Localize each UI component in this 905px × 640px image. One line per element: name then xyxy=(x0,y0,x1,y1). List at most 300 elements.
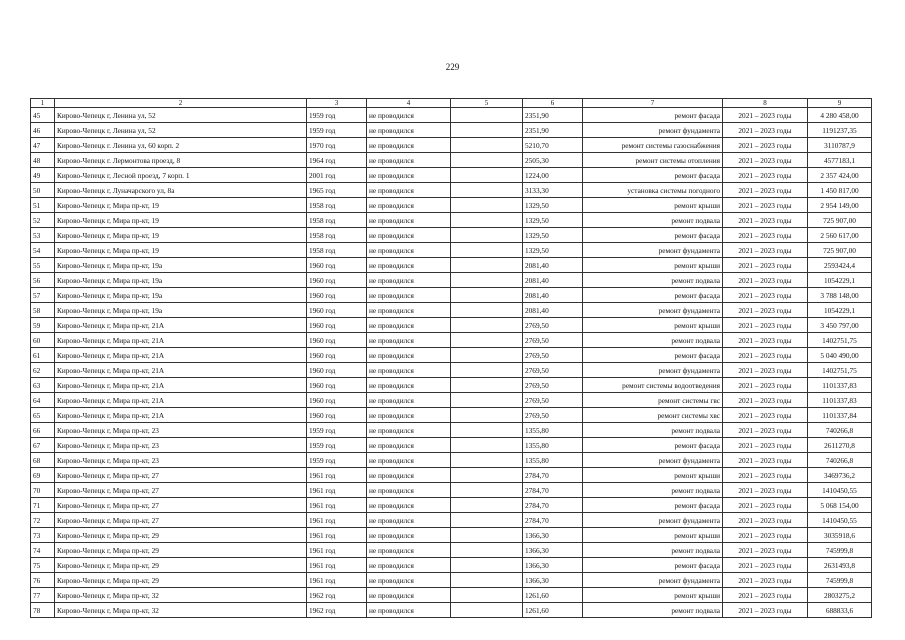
area-cell: 1366,30 xyxy=(523,558,583,573)
table-row xyxy=(31,138,872,153)
area-cell: 2505,30 xyxy=(523,153,583,168)
build-year-cell: 1959 год xyxy=(307,438,367,453)
address-cell: Кирово-Чепецк г. Ленина ул, 60 корп. 2 xyxy=(55,138,307,153)
row-number: 69 xyxy=(31,468,55,483)
period-cell: 2021 – 2023 годы xyxy=(723,603,808,618)
empty-cell xyxy=(451,588,523,603)
address-cell: Кирово-Чепецк г, Мира пр-кт, 23 xyxy=(55,438,307,453)
row-number: 75 xyxy=(31,558,55,573)
cost-cell: 745999,8 xyxy=(808,543,872,558)
cost-cell: 740266,8 xyxy=(808,453,872,468)
empty-cell xyxy=(451,498,523,513)
row-number: 50 xyxy=(31,183,55,198)
build-year-cell: 1960 год xyxy=(307,333,367,348)
cost-cell: 1191237,35 xyxy=(808,123,872,138)
last-repair-cell: не проводился xyxy=(367,243,451,258)
empty-cell xyxy=(451,228,523,243)
row-number: 71 xyxy=(31,498,55,513)
address-cell: Кирово-Чепецк г, Мира пр-кт, 19а xyxy=(55,288,307,303)
row-number: 46 xyxy=(31,123,55,138)
table-row xyxy=(31,348,872,363)
table-row xyxy=(31,558,872,573)
cost-cell: 1402751,75 xyxy=(808,333,872,348)
last-repair-cell: не проводился xyxy=(367,603,451,618)
last-repair-cell: не проводился xyxy=(367,318,451,333)
work-type-cell: ремонт крыши xyxy=(583,318,723,333)
last-repair-cell: не проводился xyxy=(367,348,451,363)
period-cell: 2021 – 2023 годы xyxy=(723,228,808,243)
period-cell: 2021 – 2023 годы xyxy=(723,138,808,153)
build-year-cell: 1965 год xyxy=(307,183,367,198)
build-year-cell: 1961 год xyxy=(307,468,367,483)
address-cell: Кирово-Чепецк г, Мира пр-кт, 19 xyxy=(55,213,307,228)
empty-cell xyxy=(451,288,523,303)
address-cell: Кирово-Чепецк г, Мира пр-кт, 21А xyxy=(55,333,307,348)
row-number: 59 xyxy=(31,318,55,333)
work-type-cell: ремонт подвала xyxy=(583,213,723,228)
empty-cell xyxy=(451,393,523,408)
period-cell: 2021 – 2023 годы xyxy=(723,408,808,423)
work-type-cell: ремонт системы отопления xyxy=(583,153,723,168)
area-cell: 2769,50 xyxy=(523,408,583,423)
table-row xyxy=(31,273,872,288)
table-row xyxy=(31,513,872,528)
area-cell: 2769,50 xyxy=(523,348,583,363)
cost-cell: 1101337,83 xyxy=(808,378,872,393)
work-type-cell: ремонт системы гвс xyxy=(583,393,723,408)
work-type-cell: ремонт подвала xyxy=(583,483,723,498)
address-cell: Кирово-Чепецк г, Мира пр-кт, 21А xyxy=(55,408,307,423)
address-cell: Кирово-Чепецк г, Мира пр-кт, 19 xyxy=(55,228,307,243)
cost-cell: 5 040 490,00 xyxy=(808,348,872,363)
last-repair-cell: не проводился xyxy=(367,213,451,228)
period-cell: 2021 – 2023 годы xyxy=(723,333,808,348)
last-repair-cell: не проводился xyxy=(367,438,451,453)
page-number: 229 xyxy=(445,62,460,72)
period-cell: 2021 – 2023 годы xyxy=(723,303,808,318)
row-number: 61 xyxy=(31,348,55,363)
build-year-cell: 1960 год xyxy=(307,318,367,333)
empty-cell xyxy=(451,213,523,228)
column-number: 5 xyxy=(451,99,523,108)
cost-cell: 3035918,6 xyxy=(808,528,872,543)
cost-cell: 1402751,75 xyxy=(808,363,872,378)
row-number: 55 xyxy=(31,258,55,273)
row-number: 52 xyxy=(31,213,55,228)
last-repair-cell: не проводился xyxy=(367,363,451,378)
row-number: 45 xyxy=(31,108,55,123)
area-cell: 2784,70 xyxy=(523,513,583,528)
address-cell: Кирово-Чепецк г, Мира пр-кт, 32 xyxy=(55,588,307,603)
row-number: 47 xyxy=(31,138,55,153)
work-type-cell: ремонт фасада xyxy=(583,498,723,513)
cost-cell: 1054229,1 xyxy=(808,273,872,288)
build-year-cell: 1960 год xyxy=(307,258,367,273)
build-year-cell: 1959 год xyxy=(307,108,367,123)
work-type-cell: ремонт системы газоснабжения xyxy=(583,138,723,153)
empty-cell xyxy=(451,528,523,543)
cost-cell: 2803275,2 xyxy=(808,588,872,603)
row-number: 68 xyxy=(31,453,55,468)
table-row xyxy=(31,258,872,273)
build-year-cell: 1961 год xyxy=(307,558,367,573)
empty-cell xyxy=(451,138,523,153)
empty-cell xyxy=(451,468,523,483)
row-number: 53 xyxy=(31,228,55,243)
period-cell: 2021 – 2023 годы xyxy=(723,483,808,498)
area-cell: 1355,80 xyxy=(523,423,583,438)
cost-cell: 5 068 154,00 xyxy=(808,498,872,513)
row-number: 49 xyxy=(31,168,55,183)
last-repair-cell: не проводился xyxy=(367,333,451,348)
area-cell: 5210,70 xyxy=(523,138,583,153)
work-type-cell: ремонт фасада xyxy=(583,438,723,453)
table-row xyxy=(31,333,872,348)
cost-cell: 1054229,1 xyxy=(808,303,872,318)
column-number: 7 xyxy=(583,99,723,108)
column-number: 1 xyxy=(31,99,55,108)
build-year-cell: 1960 год xyxy=(307,378,367,393)
empty-cell xyxy=(451,453,523,468)
row-number: 66 xyxy=(31,423,55,438)
build-year-cell: 1960 год xyxy=(307,288,367,303)
build-year-cell: 1960 год xyxy=(307,303,367,318)
table-row xyxy=(31,168,872,183)
work-type-cell: ремонт системы водоотведения xyxy=(583,378,723,393)
period-cell: 2021 – 2023 годы xyxy=(723,558,808,573)
build-year-cell: 1961 год xyxy=(307,498,367,513)
last-repair-cell: не проводился xyxy=(367,543,451,558)
empty-cell xyxy=(451,303,523,318)
work-type-cell: ремонт крыши xyxy=(583,588,723,603)
last-repair-cell: не проводился xyxy=(367,468,451,483)
last-repair-cell: не проводился xyxy=(367,288,451,303)
work-type-cell: ремонт фундамента xyxy=(583,123,723,138)
empty-cell xyxy=(451,123,523,138)
work-type-cell: ремонт фундамента xyxy=(583,303,723,318)
period-cell: 2021 – 2023 годы xyxy=(723,393,808,408)
address-cell: Кирово-Чепецк г, Мира пр-кт, 21А xyxy=(55,348,307,363)
address-cell: Кирово-Чепецк г. Лермонтова проезд, 8 xyxy=(55,153,307,168)
cost-cell: 725 907,00 xyxy=(808,213,872,228)
row-number: 60 xyxy=(31,333,55,348)
table-row xyxy=(31,393,872,408)
table-row xyxy=(31,438,872,453)
period-cell: 2021 – 2023 годы xyxy=(723,513,808,528)
cost-cell: 1101337,83 xyxy=(808,393,872,408)
build-year-cell: 1958 год xyxy=(307,243,367,258)
table-row xyxy=(31,498,872,513)
address-cell: Кирово-Чепецк г, Мира пр-кт, 19 xyxy=(55,198,307,213)
address-cell: Кирово-Чепецк г, Мира пр-кт, 27 xyxy=(55,468,307,483)
table-row xyxy=(31,363,872,378)
row-number: 67 xyxy=(31,438,55,453)
cost-cell: 1 450 817,00 xyxy=(808,183,872,198)
table-row xyxy=(31,243,872,258)
empty-cell xyxy=(451,168,523,183)
row-number: 72 xyxy=(31,513,55,528)
last-repair-cell: не проводился xyxy=(367,453,451,468)
cost-cell: 4577183,1 xyxy=(808,153,872,168)
empty-cell xyxy=(451,318,523,333)
period-cell: 2021 – 2023 годы xyxy=(723,378,808,393)
table-row xyxy=(31,543,872,558)
area-cell: 1329,50 xyxy=(523,198,583,213)
table-row xyxy=(31,288,872,303)
work-type-cell: ремонт фасада xyxy=(583,168,723,183)
area-cell: 2769,50 xyxy=(523,333,583,348)
period-cell: 2021 – 2023 годы xyxy=(723,288,808,303)
area-cell: 2769,50 xyxy=(523,363,583,378)
work-type-cell: ремонт крыши xyxy=(583,468,723,483)
period-cell: 2021 – 2023 годы xyxy=(723,498,808,513)
cost-cell: 1410450,55 xyxy=(808,483,872,498)
empty-cell xyxy=(451,198,523,213)
empty-cell xyxy=(451,378,523,393)
empty-cell xyxy=(451,258,523,273)
cost-cell: 1101337,84 xyxy=(808,408,872,423)
last-repair-cell: не проводился xyxy=(367,123,451,138)
area-cell: 1329,50 xyxy=(523,228,583,243)
area-cell: 1366,30 xyxy=(523,528,583,543)
build-year-cell: 1960 год xyxy=(307,408,367,423)
build-year-cell: 1960 год xyxy=(307,273,367,288)
column-number: 4 xyxy=(367,99,451,108)
cost-cell: 740266,8 xyxy=(808,423,872,438)
period-cell: 2021 – 2023 годы xyxy=(723,153,808,168)
area-cell: 2081,40 xyxy=(523,288,583,303)
build-year-cell: 1964 год xyxy=(307,153,367,168)
area-cell: 1261,60 xyxy=(523,588,583,603)
column-number: 9 xyxy=(808,99,872,108)
empty-cell xyxy=(451,408,523,423)
row-number: 77 xyxy=(31,588,55,603)
area-cell: 1329,50 xyxy=(523,243,583,258)
address-cell: Кирово-Чепецк г, Мира пр-кт, 23 xyxy=(55,453,307,468)
period-cell: 2021 – 2023 годы xyxy=(723,183,808,198)
table-row xyxy=(31,453,872,468)
cost-cell: 3469736,2 xyxy=(808,468,872,483)
period-cell: 2021 – 2023 годы xyxy=(723,528,808,543)
address-cell: Кирово-Чепецк г, Мира пр-кт, 21А xyxy=(55,363,307,378)
last-repair-cell: не проводился xyxy=(367,528,451,543)
period-cell: 2021 – 2023 годы xyxy=(723,213,808,228)
row-number: 73 xyxy=(31,528,55,543)
work-type-cell: ремонт фасада xyxy=(583,108,723,123)
row-number: 56 xyxy=(31,273,55,288)
empty-cell xyxy=(451,348,523,363)
build-year-cell: 1962 год xyxy=(307,603,367,618)
build-year-cell: 1961 год xyxy=(307,513,367,528)
row-number: 76 xyxy=(31,573,55,588)
empty-cell xyxy=(451,108,523,123)
work-type-cell: ремонт фасада xyxy=(583,288,723,303)
row-number: 70 xyxy=(31,483,55,498)
address-cell: Кирово-Чепецк г, Мира пр-кт, 19а xyxy=(55,303,307,318)
period-cell: 2021 – 2023 годы xyxy=(723,573,808,588)
empty-cell xyxy=(451,573,523,588)
period-cell: 2021 – 2023 годы xyxy=(723,273,808,288)
cost-cell: 3 788 148,00 xyxy=(808,288,872,303)
work-type-cell: ремонт фундамента xyxy=(583,363,723,378)
address-cell: Кирово-Чепецк г, Мира пр-кт, 29 xyxy=(55,558,307,573)
address-cell: Кирово-Чепецк г, Лесной проезд, 7 корп. 1 xyxy=(55,168,307,183)
area-cell: 2769,50 xyxy=(523,393,583,408)
row-number: 57 xyxy=(31,288,55,303)
build-year-cell: 1960 год xyxy=(307,348,367,363)
last-repair-cell: не проводился xyxy=(367,498,451,513)
period-cell: 2021 – 2023 годы xyxy=(723,198,808,213)
period-cell: 2021 – 2023 годы xyxy=(723,258,808,273)
table-row xyxy=(31,213,872,228)
work-type-cell: ремонт крыши xyxy=(583,258,723,273)
area-cell: 2784,70 xyxy=(523,483,583,498)
last-repair-cell: не проводился xyxy=(367,573,451,588)
table-row xyxy=(31,573,872,588)
table-row xyxy=(31,108,872,123)
cost-cell: 4 280 458,00 xyxy=(808,108,872,123)
cost-cell: 725 907,00 xyxy=(808,243,872,258)
row-number: 48 xyxy=(31,153,55,168)
table-row xyxy=(31,198,872,213)
column-number-row xyxy=(31,99,872,108)
empty-cell xyxy=(451,243,523,258)
area-cell: 1224,00 xyxy=(523,168,583,183)
table-row xyxy=(31,153,872,168)
last-repair-cell: не проводился xyxy=(367,378,451,393)
last-repair-cell: не проводился xyxy=(367,258,451,273)
area-cell: 2784,70 xyxy=(523,498,583,513)
area-cell: 2769,50 xyxy=(523,318,583,333)
build-year-cell: 2001 год xyxy=(307,168,367,183)
build-year-cell: 1958 год xyxy=(307,213,367,228)
work-type-cell: ремонт подвала xyxy=(583,543,723,558)
build-year-cell: 1959 год xyxy=(307,423,367,438)
address-cell: Кирово-Чепецк г, Луначарского ул, 8а xyxy=(55,183,307,198)
work-type-cell: ремонт фундамента xyxy=(583,243,723,258)
last-repair-cell: не проводился xyxy=(367,153,451,168)
area-cell: 1366,30 xyxy=(523,573,583,588)
address-cell: Кирово-Чепецк г, Мира пр-кт, 27 xyxy=(55,483,307,498)
build-year-cell: 1958 год xyxy=(307,198,367,213)
row-number: 65 xyxy=(31,408,55,423)
period-cell: 2021 – 2023 годы xyxy=(723,318,808,333)
period-cell: 2021 – 2023 годы xyxy=(723,348,808,363)
table-row xyxy=(31,588,872,603)
work-type-cell: ремонт подвала xyxy=(583,603,723,618)
table-row xyxy=(31,378,872,393)
cost-cell: 2 560 617,00 xyxy=(808,228,872,243)
area-cell: 2081,40 xyxy=(523,303,583,318)
last-repair-cell: не проводился xyxy=(367,588,451,603)
period-cell: 2021 – 2023 годы xyxy=(723,588,808,603)
area-cell: 2769,50 xyxy=(523,378,583,393)
build-year-cell: 1970 год xyxy=(307,138,367,153)
table-row xyxy=(31,408,872,423)
table-row xyxy=(31,423,872,438)
address-cell: Кирово-Чепецк г, Мира пр-кт, 19а xyxy=(55,258,307,273)
empty-cell xyxy=(451,153,523,168)
work-type-cell: ремонт фундамента xyxy=(583,513,723,528)
work-type-cell: ремонт крыши xyxy=(583,528,723,543)
empty-cell xyxy=(451,603,523,618)
last-repair-cell: не проводился xyxy=(367,303,451,318)
build-year-cell: 1960 год xyxy=(307,393,367,408)
table-row xyxy=(31,603,872,618)
last-repair-cell: не проводился xyxy=(367,168,451,183)
column-number: 6 xyxy=(523,99,583,108)
address-cell: Кирово-Чепецк г, Мира пр-кт, 29 xyxy=(55,573,307,588)
row-number: 51 xyxy=(31,198,55,213)
last-repair-cell: не проводился xyxy=(367,228,451,243)
address-cell: Кирово-Чепецк г, Мира пр-кт, 29 xyxy=(55,543,307,558)
address-cell: Кирово-Чепецк г, Мира пр-кт, 21А xyxy=(55,393,307,408)
period-cell: 2021 – 2023 годы xyxy=(723,123,808,138)
period-cell: 2021 – 2023 годы xyxy=(723,468,808,483)
work-type-cell: ремонт подвала xyxy=(583,423,723,438)
cost-cell: 2611270,8 xyxy=(808,438,872,453)
period-cell: 2021 – 2023 годы xyxy=(723,423,808,438)
address-cell: Кирово-Чепецк г, Ленина ул, 52 xyxy=(55,123,307,138)
table-row xyxy=(31,228,872,243)
last-repair-cell: не проводился xyxy=(367,198,451,213)
address-cell: Кирово-Чепецк г, Мира пр-кт, 29 xyxy=(55,528,307,543)
work-type-cell: ремонт крыши xyxy=(583,198,723,213)
address-cell: Кирово-Чепецк г, Мира пр-кт, 27 xyxy=(55,513,307,528)
row-number: 54 xyxy=(31,243,55,258)
cost-cell: 2631493,8 xyxy=(808,558,872,573)
period-cell: 2021 – 2023 годы xyxy=(723,243,808,258)
repair-schedule-table xyxy=(30,98,872,618)
area-cell: 1329,50 xyxy=(523,213,583,228)
build-year-cell: 1962 год xyxy=(307,588,367,603)
build-year-cell: 1961 год xyxy=(307,483,367,498)
area-cell: 2081,40 xyxy=(523,258,583,273)
last-repair-cell: не проводился xyxy=(367,273,451,288)
cost-cell: 3 450 797,00 xyxy=(808,318,872,333)
address-cell: Кирово-Чепецк г, Мира пр-кт, 19 xyxy=(55,243,307,258)
work-type-cell: ремонт подвала xyxy=(583,333,723,348)
area-cell: 1261,60 xyxy=(523,603,583,618)
last-repair-cell: не проводился xyxy=(367,408,451,423)
empty-cell xyxy=(451,273,523,288)
table-body xyxy=(31,99,872,618)
row-number: 58 xyxy=(31,303,55,318)
row-number: 63 xyxy=(31,378,55,393)
cost-cell: 2593424,4 xyxy=(808,258,872,273)
empty-cell xyxy=(451,558,523,573)
table-row xyxy=(31,318,872,333)
column-number: 3 xyxy=(307,99,367,108)
period-cell: 2021 – 2023 годы xyxy=(723,363,808,378)
cost-cell: 745999,8 xyxy=(808,573,872,588)
row-number: 74 xyxy=(31,543,55,558)
last-repair-cell: не проводился xyxy=(367,183,451,198)
build-year-cell: 1961 год xyxy=(307,528,367,543)
table-row xyxy=(31,303,872,318)
column-number: 8 xyxy=(723,99,808,108)
area-cell: 1355,80 xyxy=(523,438,583,453)
address-cell: Кирово-Чепецк г, Ленина ул, 52 xyxy=(55,108,307,123)
address-cell: Кирово-Чепецк г, Мира пр-кт, 21А xyxy=(55,318,307,333)
empty-cell xyxy=(451,423,523,438)
period-cell: 2021 – 2023 годы xyxy=(723,453,808,468)
cost-cell: 3110787,9 xyxy=(808,138,872,153)
build-year-cell: 1958 год xyxy=(307,228,367,243)
work-type-cell: ремонт системы хвс xyxy=(583,408,723,423)
area-cell: 1355,80 xyxy=(523,453,583,468)
empty-cell xyxy=(451,438,523,453)
